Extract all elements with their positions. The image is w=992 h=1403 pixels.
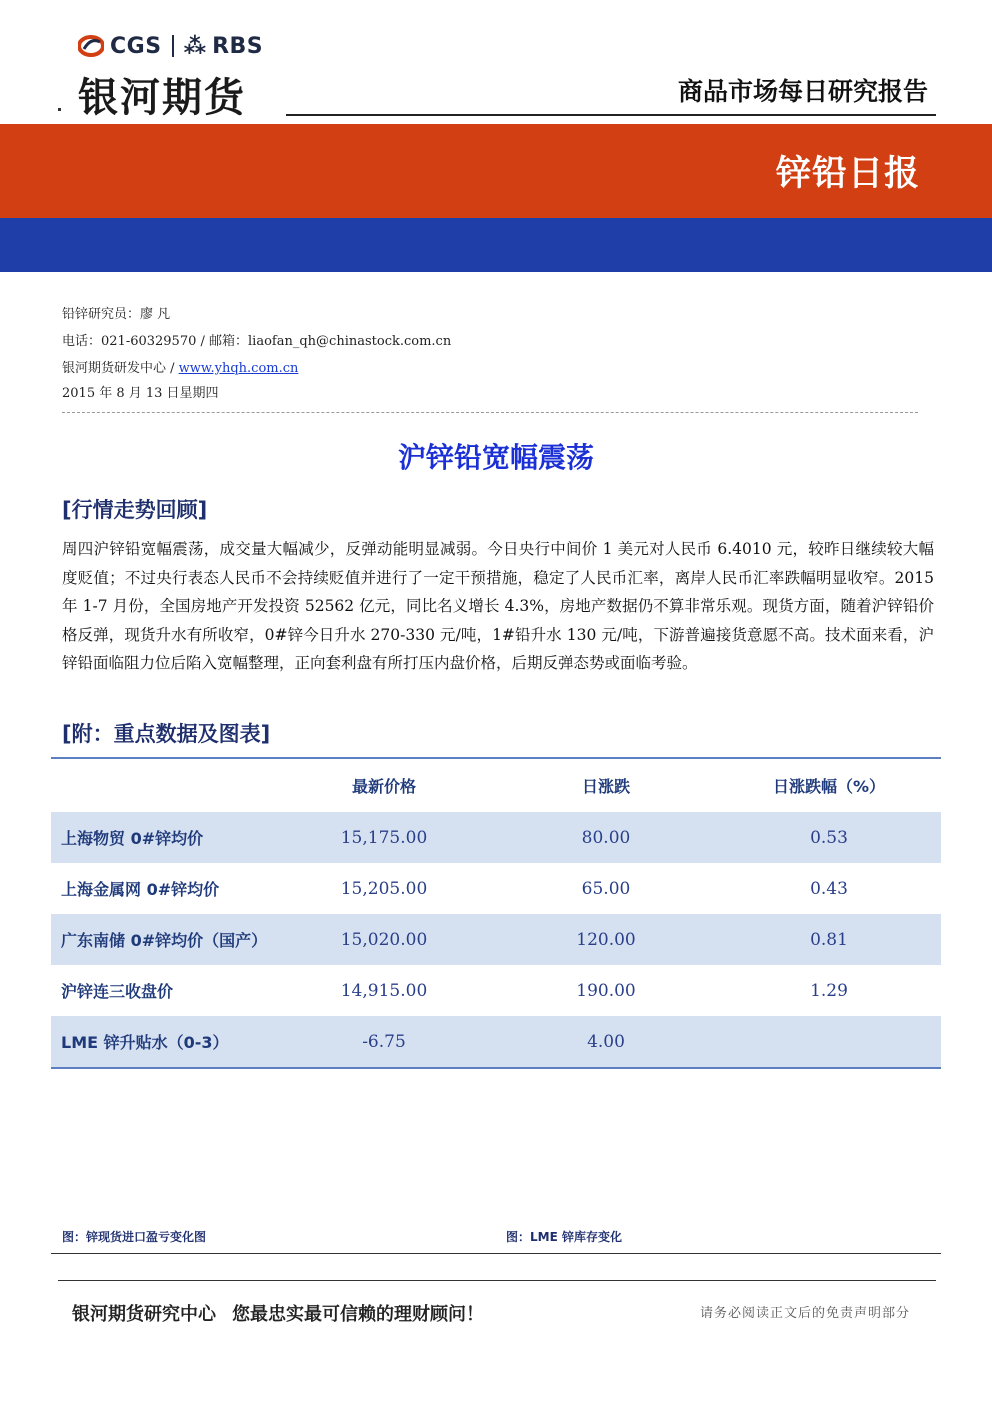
table-header-row: [51, 758, 941, 812]
report-date: 2015 年 8 月 13 日星期四: [62, 386, 219, 401]
header-price: 最新价格: [273, 758, 495, 812]
figure-caption-lme-stock: 图：LME 锌库存变化: [506, 1230, 622, 1244]
researcher-line: 铅锌研究员：廖 凡: [62, 307, 171, 322]
disclaimer-note: 请务必阅读正文后的免责声明部分: [699, 1306, 910, 1321]
brand-name: 银河期货: [78, 75, 246, 121]
rbs-symbol-icon: ⁂: [183, 33, 207, 59]
row-change-pct: 0.53: [717, 812, 941, 863]
dashed-divider: [62, 412, 918, 413]
footer-tagline: 您最忠实最可信赖的理财顾问！: [232, 1304, 484, 1325]
header-dot: [58, 108, 61, 111]
logo-divider: [172, 35, 174, 57]
header-change: 日涨跌: [495, 758, 717, 812]
table-row: [51, 914, 941, 965]
row-change-pct: 1.29: [810, 980, 848, 1001]
report-band-title: 锌铅日报: [775, 154, 920, 194]
row-price: 14,915.00: [340, 980, 428, 1001]
title-band-blue: [0, 218, 992, 272]
row-price: 15,205.00: [340, 878, 428, 899]
figure-divider: [51, 1253, 941, 1254]
footer-center-name: 银河期货研究中心: [72, 1304, 216, 1325]
section-title-review: [行情走势回顾]: [62, 498, 208, 522]
table-row: [51, 1016, 941, 1068]
table-row: [51, 863, 941, 914]
logo-rbs-text: RBS: [212, 33, 264, 59]
row-name: 广东南储 0#锌均价（国产）: [51, 914, 273, 965]
header-name: [51, 758, 273, 812]
row-change-pct: 0.81: [717, 914, 941, 965]
table-row: [51, 965, 941, 1016]
row-name: 上海物贸 0#锌均价: [51, 812, 273, 863]
research-center-line: [62, 357, 298, 376]
row-change: 4.00: [495, 1016, 717, 1068]
row-price: 15,020.00: [273, 914, 495, 965]
header-change-pct: 日涨跌幅（%）: [717, 758, 941, 812]
section-title-appendix: [附：重点数据及图表]: [62, 722, 271, 746]
table-row: [51, 812, 941, 863]
figure-caption-import-margin: 图：锌现货进口盈亏变化图: [62, 1230, 207, 1244]
row-change: 65.00: [581, 878, 631, 899]
row-change-pct: 0.43: [810, 878, 848, 899]
row-change: 80.00: [495, 812, 717, 863]
key-data-table: [51, 757, 941, 1069]
row-change: 190.00: [576, 980, 636, 1001]
cgs-swirl-icon: [78, 33, 104, 59]
research-center-label: 银河期货研发中心 /: [62, 361, 179, 376]
review-paragraph: 周四沪锌铅宽幅震荡，成交量大幅减少，反弹动能明显减弱。今日央行中间价 1 美元对人民币 6.4010 元，较昨日继续较大幅度贬值；不过央行表态人民币不会持续贬值并进行了一定干预措施，稳定了人民币汇率，离岸人民币汇率跌幅明显收窄。2015 年 1-7 月份，全国房地产开发投资 52562 亿元，同比名义增长 4.3%，房地产数据仍不算非常乐观。现货方面，随着沪锌铅价格反弹，现货升水有所收窄，0#锌今日升水 270-330 元/吨，1#铅升水 130 元/吨，下游普遍接货意愿不高。技术面来看，沪锌铅面临阻力位后陷入宽幅整理，正向套利盘有所打压内盘价格，后期反弹态势或面临考验。: [62, 540, 934, 673]
contact-line: 电话：021-60329570 / 邮箱：liaofan_qh@chinastock.com.cn: [62, 334, 452, 349]
website-link[interactable]: www.yhqh.com.cn: [178, 361, 299, 376]
footer-divider: [58, 1280, 936, 1281]
row-change-pct: [717, 1016, 941, 1068]
footer-slogan: [72, 1300, 484, 1326]
header-divider: [286, 114, 936, 116]
row-name: LME 锌升贴水（0-3）: [51, 1016, 273, 1068]
logo-cgs-text: CGS: [110, 33, 162, 59]
row-price: 15,175.00: [273, 812, 495, 863]
main-title: 沪锌铅宽幅震荡: [397, 441, 594, 474]
row-change: 120.00: [495, 914, 717, 965]
company-logo: [78, 32, 263, 60]
row-name: 上海金属网 0#锌均价: [61, 880, 220, 899]
row-name: 沪锌连三收盘价: [61, 982, 174, 1001]
report-type-title: 商品市场每日研究报告: [677, 77, 928, 106]
row-price: -6.75: [273, 1016, 495, 1068]
